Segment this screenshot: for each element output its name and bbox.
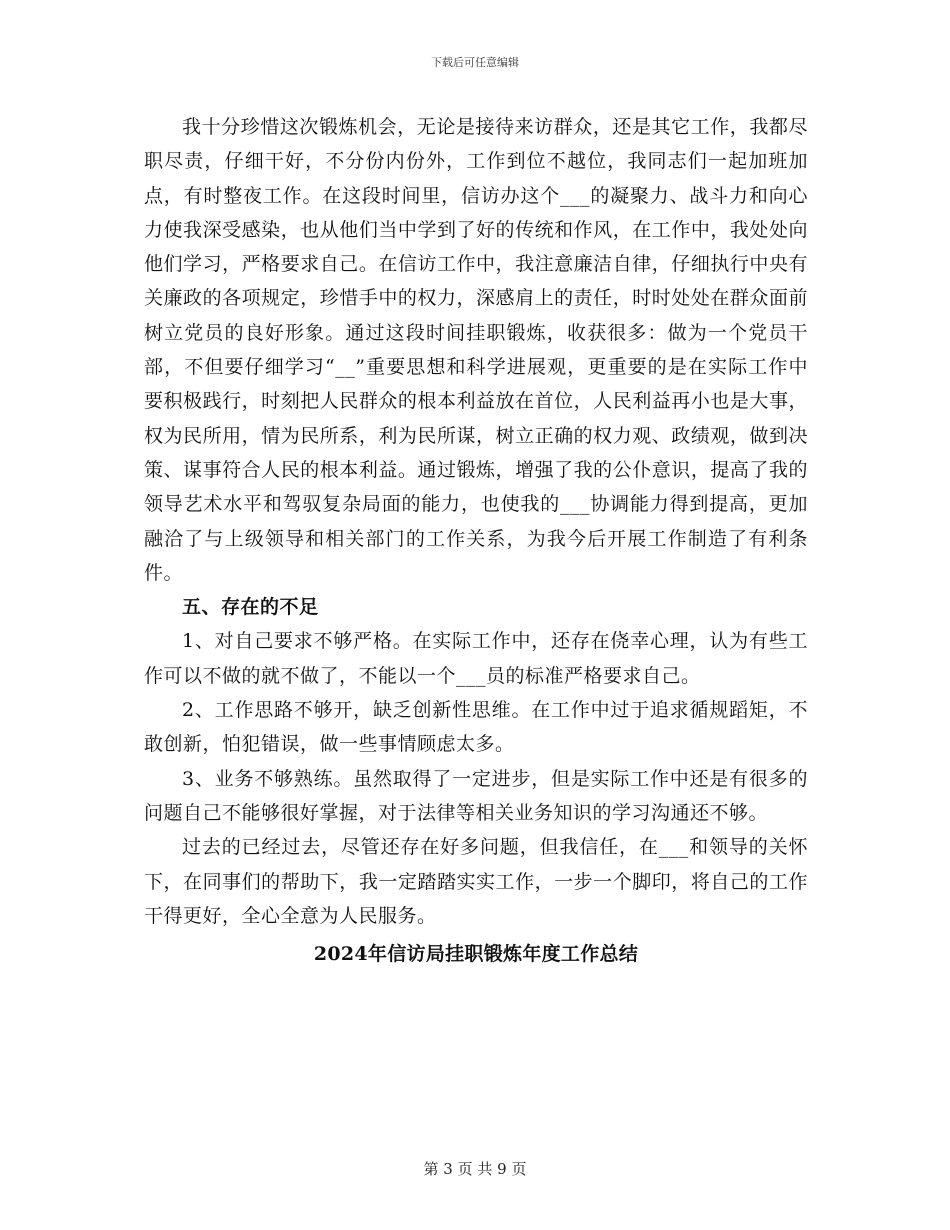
next-document-title: 2024年信访局挂职锻炼年度工作总结	[313, 943, 639, 966]
body-paragraph: 我十分珍惜这次锻炼机会，无论是接待来访群众，还是其它工作，我都尽职尽责，仔细干好，不分份内份外，工作到位不越位，我同志们一起加班加点，有时整夜工作。在这段时间里，信访办这个___的凝聚力、战斗力和向心力使我深受感染，也从他们当中学到了好的传统和作风，在工作中，我处处向他们学习，严格要求自己。在信访工作中，我注意廉洁自律，仔细执行中央有关廉政的各项规定，珍惜手中的权力，深感肩上的责任，时时处处在群众面前树立党员的良好形象。通过这段时间挂职锻炼，收获很多：做为一个党员干部，不但要仔细学习“__”重要思想和科学进展观，更重要的是在实际工作中要积极践行，时刻把人民群众的根本利益放在首位，人民利益再小也是大事，权为民所用，情为民所系，利为民所谋，树立正确的权力观、政绩观，做到决策、谋事符合人民的根本利益。通过锻炼，增强了我的公仆意识，提高了我的领导艺术水平和驾驭复杂局面的能力，也使我的___协调能力得到提高，更加融洽了与上级领导和相关部门的工作关系，为我今后开展工作制造了有利条件。	[144, 116, 808, 584]
document-body	[144, 110, 808, 971]
list-item: 1、对自己要求不够严格。在实际工作中，还存在侥幸心理，认为有些工作可以不做的就不做了，不能以一个___员的标准严格要求自己。	[144, 630, 808, 687]
closing-paragraph: 过去的已经过去，尽管还存在好多问题，但我信任，在___和领导的关怀下，在同事们的帮助下，我一定踏踏实实工作，一步一个脚印，将自己的工作干得更好，全心全意为人民服务。	[144, 836, 808, 927]
page-number: 第 3 页 共 9 页	[423, 1160, 527, 1178]
page-header: 下载后可任意编辑	[431, 56, 519, 69]
section-heading: 五、存在的不足	[182, 596, 319, 619]
list-item: 3、业务不够熟练。虽然取得了一定进步，但是实际工作中还是有很多的问题自己不能够很好掌握，对于法律等相关业务知识的学习沟通还不够。	[144, 767, 808, 824]
list-item: 2、工作思路不够开，缺乏创新性思维。在工作中过于追求循规蹈矩，不敢创新，怕犯错误，做一些事情顾虑太多。	[144, 699, 808, 756]
